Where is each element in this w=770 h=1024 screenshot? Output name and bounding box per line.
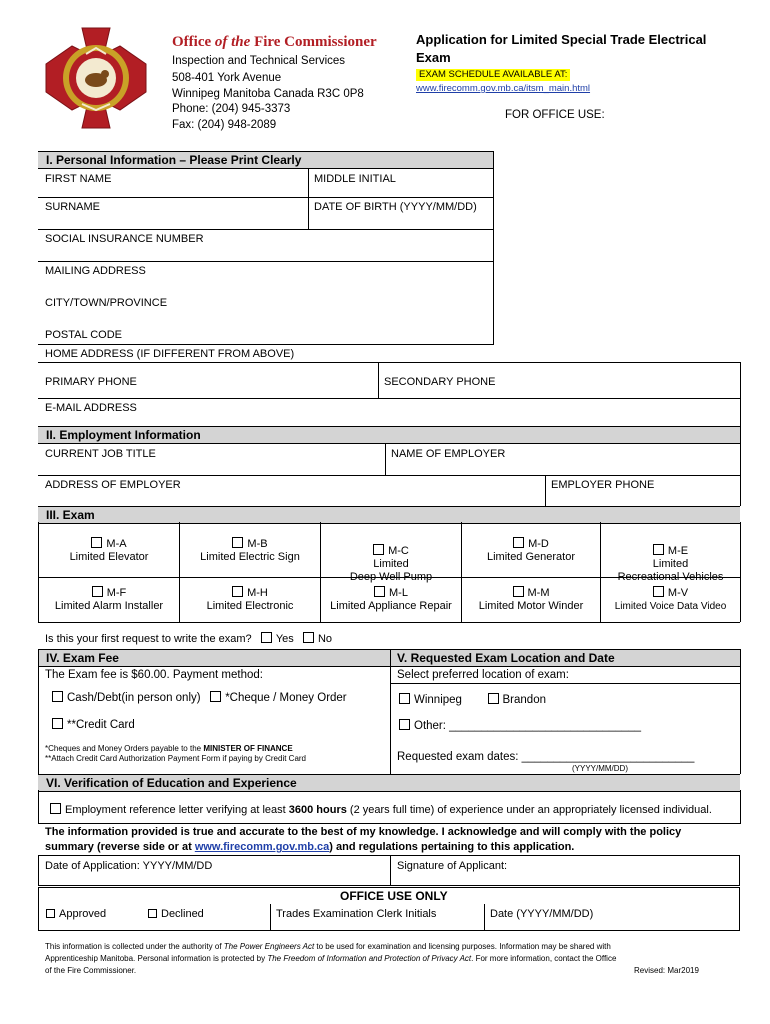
other-checkbox[interactable] — [399, 719, 410, 730]
postal-code-label: POSTAL CODE — [45, 329, 123, 341]
dob-label: DATE OF BIRTH (YYYY/MM/DD) — [314, 201, 477, 213]
date-format-hint: (YYYY/MM/DD) — [572, 764, 628, 773]
footer-text-1a: This information is collected under the authority of — [45, 942, 224, 951]
footer-text-2a: Apprenticeship Manitoba. Personal information is protected by — [45, 954, 268, 963]
verification-title: VI. Verification of Education and Experience — [46, 776, 297, 790]
footer-text-1c: to be used for examination and licensing purposes. Information may be shared with — [314, 942, 611, 951]
m-e-checkbox[interactable] — [653, 544, 664, 555]
exam-code: M-H — [247, 587, 268, 599]
minister-of-finance: MINISTER OF FINANCE — [203, 744, 293, 753]
exam-code: M-A — [106, 538, 127, 550]
city-province-label: CITY/TOWN/PROVINCE — [45, 297, 168, 309]
personal-info-title: I. Personal Information – Please Print Clearly — [46, 153, 302, 167]
credit-option[interactable] — [52, 718, 135, 732]
sin-label: SOCIAL INSURANCE NUMBER — [45, 233, 204, 245]
m-a-checkbox[interactable] — [91, 537, 102, 548]
exam-option-m-d[interactable] — [462, 537, 600, 564]
exam-code: M-C — [388, 545, 409, 557]
address-line-1: Inspection and Technical Services — [172, 55, 346, 67]
location-text: Select preferred location of exam: — [397, 669, 569, 681]
no-checkbox[interactable] — [303, 632, 314, 643]
office-name-part1: Office — [172, 34, 215, 50]
other-location[interactable] — [399, 719, 641, 733]
no-label: No — [317, 633, 332, 645]
exam-name: Limited Electronic — [206, 600, 294, 612]
reference-text-c: (2 years full time) of experience under an appropriately licensed individual. — [346, 804, 712, 816]
exam-code: M-V — [667, 587, 689, 599]
job-title-label: CURRENT JOB TITLE — [45, 448, 156, 460]
exam-location-title: V. Requested Exam Location and Date — [397, 651, 615, 665]
phone-number: Phone: (204) 945-3373 — [172, 103, 291, 115]
cheque-label: *Cheque / Money Order — [225, 692, 347, 704]
footer-line-1 — [45, 942, 611, 952]
office-name — [172, 34, 377, 51]
declaration-line-2 — [45, 841, 574, 854]
yes-label: Yes — [275, 633, 294, 645]
approved-checkbox[interactable] — [46, 909, 55, 918]
m-h-checkbox[interactable] — [232, 586, 243, 597]
footer-line-2 — [45, 954, 616, 964]
home-address-label: HOME ADDRESS (IF DIFFERENT FROM ABOVE) — [45, 348, 295, 360]
employer-address-label: ADDRESS OF EMPLOYER — [45, 479, 181, 491]
first-request-question — [45, 632, 332, 646]
exam-option-m-c[interactable] — [321, 531, 461, 584]
exam-fee-title: IV. Exam Fee — [46, 651, 119, 665]
mailing-address-label: MAILING ADDRESS — [45, 265, 146, 277]
exam-code: M-M — [527, 587, 550, 599]
exam-name: Limited Electric Sign — [200, 551, 300, 563]
reference-text-a: Employment reference letter verifying at least — [65, 804, 289, 816]
exam-option-m-m[interactable] — [462, 586, 600, 613]
reference-letter-option[interactable] — [50, 803, 712, 817]
exam-header — [38, 506, 740, 524]
brandon-label: Brandon — [502, 694, 546, 706]
credit-label: **Credit Card — [67, 719, 135, 731]
power-engineers-act: The Power Engineers Act — [223, 942, 315, 951]
location-options — [399, 693, 546, 707]
exam-name: Limited Elevator — [69, 551, 149, 563]
form-title-line-2: Exam — [416, 50, 451, 65]
m-b-checkbox[interactable] — [232, 537, 243, 548]
office-use-label: FOR OFFICE USE: — [505, 109, 605, 121]
form-title-line-1: Application for Limited Special Trade Electrical — [416, 32, 707, 47]
exam-title: III. Exam — [46, 508, 95, 522]
cheque-checkbox[interactable] — [210, 691, 221, 702]
office-use-title: OFFICE USE ONLY — [340, 889, 448, 903]
credit-note: **Attach Credit Card Authorization Payment Form if paying by Credit Card — [45, 754, 307, 763]
exam-name: Limited Voice Data Video — [614, 601, 727, 612]
firecomm-link[interactable]: www.firecomm.gov.mb.ca — [194, 841, 330, 853]
other-label: Other: ______________________________ — [414, 720, 642, 732]
revised-date: Revised: Mar2019 — [634, 966, 699, 975]
footer-text-2c: . For more information, contact the Office — [471, 954, 617, 963]
credit-checkbox[interactable] — [52, 718, 63, 729]
employment-title: II. Employment Information — [46, 428, 201, 442]
office-name-part2: of the — [214, 34, 251, 50]
m-l-checkbox[interactable] — [374, 586, 385, 597]
first-name-label: FIRST NAME — [45, 173, 112, 185]
requested-dates[interactable]: Requested exam dates: ___________________________ — [397, 751, 695, 763]
exam-name: Limited Deep Well Pump — [349, 558, 433, 583]
middle-initial-label: MIDDLE INITIAL — [314, 173, 396, 185]
cash-option[interactable] — [52, 691, 347, 705]
surname-label: SURNAME — [45, 201, 101, 213]
primary-phone-label: PRIMARY PHONE — [45, 376, 137, 388]
employer-phone-label: EMPLOYER PHONE — [551, 479, 655, 491]
applicant-signature[interactable]: Signature of Applicant: — [397, 860, 508, 872]
exam-name: Limited Motor Winder — [478, 600, 584, 612]
exam-option-m-b[interactable] — [180, 537, 320, 564]
declaration-line-1: The information provided is true and accurate to the best of my knowledge. I acknowledge and will comply with the policy — [45, 826, 682, 838]
schedule-label: EXAM SCHEDULE AVAILABLE AT: — [416, 69, 570, 81]
exam-option-m-v[interactable] — [601, 586, 740, 613]
exam-code: M-E — [667, 545, 689, 557]
cheque-note-text: *Cheques and Money Orders payable to the — [45, 744, 204, 753]
reference-hours: 3600 hours — [288, 804, 347, 816]
exam-code: M-L — [389, 587, 408, 599]
winnipeg-checkbox[interactable] — [399, 693, 410, 704]
declined-option[interactable] — [148, 908, 204, 921]
m-d-checkbox[interactable] — [513, 537, 524, 548]
exam-name: Limited Appliance Repair — [330, 600, 452, 612]
fire-commissioner-logo — [42, 24, 150, 132]
exam-code: M-D — [528, 538, 549, 550]
exam-code: M-B — [247, 538, 268, 550]
exam-fee-header — [38, 649, 740, 667]
office-date: Date (YYYY/MM/DD) — [490, 908, 594, 920]
first-request-label: Is this your first request to write the exam? — [45, 633, 252, 645]
exam-name: Limited Alarm Installer — [54, 600, 164, 612]
reference-letter-checkbox[interactable] — [50, 803, 61, 814]
m-f-checkbox[interactable] — [92, 586, 103, 597]
cash-label: Cash/Debt(in person only) — [67, 692, 201, 704]
winnipeg-label: Winnipeg — [414, 694, 462, 706]
fee-text: The Exam fee is $60.00. Payment method: — [45, 669, 263, 681]
declaration-text-c: ) and regulations pertaining to this application. — [329, 841, 575, 853]
office-name-part3: Fire Commissioner — [250, 34, 377, 50]
secondary-phone-label: SECONDARY PHONE — [384, 376, 496, 388]
privacy-act: The Freedom of Information and Protection of Privacy Act — [267, 954, 472, 963]
footer-line-3: of the Fire Commissioner. — [45, 966, 137, 975]
clerk-initials: Trades Examination Clerk Initials — [276, 908, 437, 920]
exam-option-m-l[interactable] — [321, 586, 461, 613]
exam-option-m-h[interactable] — [180, 586, 320, 613]
exam-name: Limited Generator — [486, 551, 576, 563]
declined-label: Declined — [161, 908, 204, 920]
exam-option-m-e[interactable] — [601, 531, 740, 584]
approved-option[interactable] — [46, 908, 106, 921]
declined-checkbox[interactable] — [148, 909, 157, 918]
exam-name: Limited Recreational Vehicles — [617, 558, 724, 583]
email-label: E-MAIL ADDRESS — [45, 402, 137, 414]
cheque-note — [45, 744, 293, 754]
brandon-checkbox[interactable] — [488, 693, 499, 704]
employer-name-label: NAME OF EMPLOYER — [391, 448, 506, 460]
declaration-text-a: summary (reverse side or at — [45, 841, 195, 853]
address-line-3: Winnipeg Manitoba Canada R3C 0P8 — [172, 88, 364, 100]
fax-number: Fax: (204) 948-2089 — [172, 119, 277, 131]
yes-checkbox[interactable] — [261, 632, 272, 643]
cash-checkbox[interactable] — [52, 691, 63, 702]
address-line-2: 508-401 York Avenue — [172, 72, 282, 84]
date-of-application[interactable]: Date of Application: YYYY/MM/DD — [45, 860, 213, 872]
m-m-checkbox[interactable] — [513, 586, 524, 597]
exam-option-m-f[interactable] — [39, 586, 179, 613]
m-v-checkbox[interactable] — [653, 586, 664, 597]
exam-option-m-a[interactable] — [39, 537, 179, 564]
m-c-checkbox[interactable] — [373, 544, 384, 555]
schedule-link[interactable]: www.firecomm.gov.mb.ca/itsm_main.html — [416, 83, 591, 94]
approved-label: Approved — [59, 908, 107, 920]
exam-code: M-F — [106, 587, 127, 599]
